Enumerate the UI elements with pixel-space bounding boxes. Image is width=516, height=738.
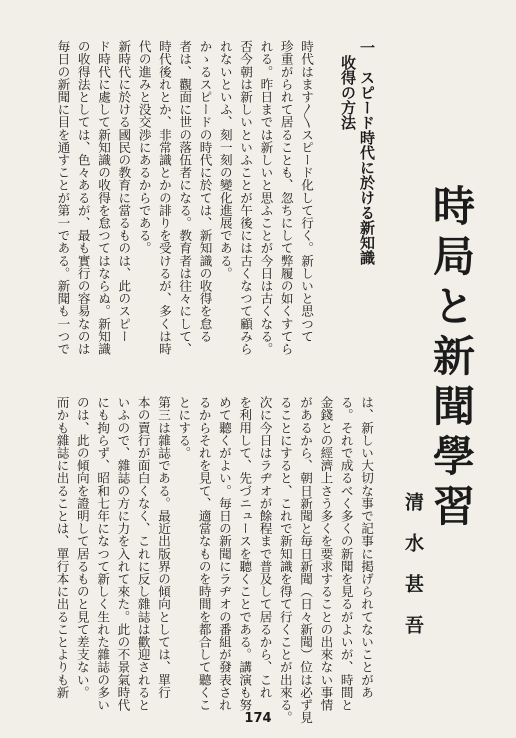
text-line: 者は、觀面に世の落伍者になる。教育者は往々にして、 <box>177 40 193 355</box>
text-line: 代の進みと没交渉にあるからである。 <box>136 40 152 255</box>
text-line: れる。昨日までは新しいと思ふことが今日は古くなる。 <box>258 40 274 355</box>
text-line: は、新しい大切な事で記事に掲げられてないことがあ <box>359 396 374 699</box>
text-line: ることにすると、これで新知識を得て行くことが出來る。 <box>277 396 293 724</box>
text-line: れないといふ、刻一刻の變化進展である。 <box>217 40 233 280</box>
text-line: ド時代に處して新知識の收得を怠つてはならぬ。新知識 <box>96 40 112 355</box>
text-line: のは、此の傾向を證明して居るものと見て差支ない。 <box>74 396 90 699</box>
article-title: 時局と新聞學習 <box>427 184 476 534</box>
text-line: 珍重がられて居ることも、忽ちにして弊履の如くすてら <box>278 40 294 355</box>
text-line: があるから、朝日新聞と毎日新聞（日々新聞）位は必ず見 <box>298 396 314 724</box>
text-line: 本の賣行が面白くなく、これに反し雜誌は歡迎されると <box>135 396 151 711</box>
section-heading-line: 一 スピード時代に於ける新知識 <box>358 40 376 265</box>
text-line: いふので、雜誌の方に力を入れて來た。此の不景氣時代 <box>115 396 131 711</box>
text-line: 第三は雜誌である。最近出版界の傾向としては、單行 <box>156 396 172 699</box>
text-line: とにする。 <box>176 396 192 459</box>
text-line: 次に今日はラヂオが餘程まで普及して居るから、これ <box>257 396 273 699</box>
text-line: を利用して、先づニュースを聽くことである。講演も努 <box>237 396 253 711</box>
text-line: かゝるスピードの時代に於ては、新知識の收得を怠る <box>197 40 213 343</box>
text-line: 金錢との經濟上さう多くを要求することの出來ない事情 <box>318 396 334 711</box>
text-line: めて聽くがよい。毎日の新聞にラヂオの番組が發表され <box>216 396 232 711</box>
author-name: 清水甚吾 <box>402 492 424 656</box>
text-line: 新時代に於ける國民の教育に當るものは、此のスピー <box>116 40 132 343</box>
text-line: 時代はます〳〵スピード化して行く。新しいと思つて <box>299 40 314 343</box>
section-heading <box>338 40 376 265</box>
text-line: にも拘らず、昭和七年になつて新しく生れた雜誌の多い <box>95 396 111 711</box>
text-line: る。それで成るべく多くの新聞を見るがよいが、時間と <box>338 396 354 711</box>
body-text-upper <box>52 40 316 355</box>
text-line: るからそれを見て、適當なものを時間を都合して聽くこ <box>196 396 212 711</box>
text-line: 時代後れとか、非常識とかの誹りを受けるが、多くは時 <box>156 40 172 355</box>
text-line: の收得法としては、色々あるが、最も實行の容易なのは <box>75 40 91 355</box>
page-number: 174 <box>244 711 272 726</box>
text-line: 否今朝は新しいといふことが午後には古くなつて顧みら <box>238 40 254 355</box>
text-line: 而かも雜誌に出ることは、單行本に出ることよりも新 <box>54 396 70 699</box>
text-line: 毎日の新聞に目を通すことが第一である。新聞も一つで <box>55 40 71 355</box>
section-heading-line: 收得の方法 <box>339 40 357 130</box>
